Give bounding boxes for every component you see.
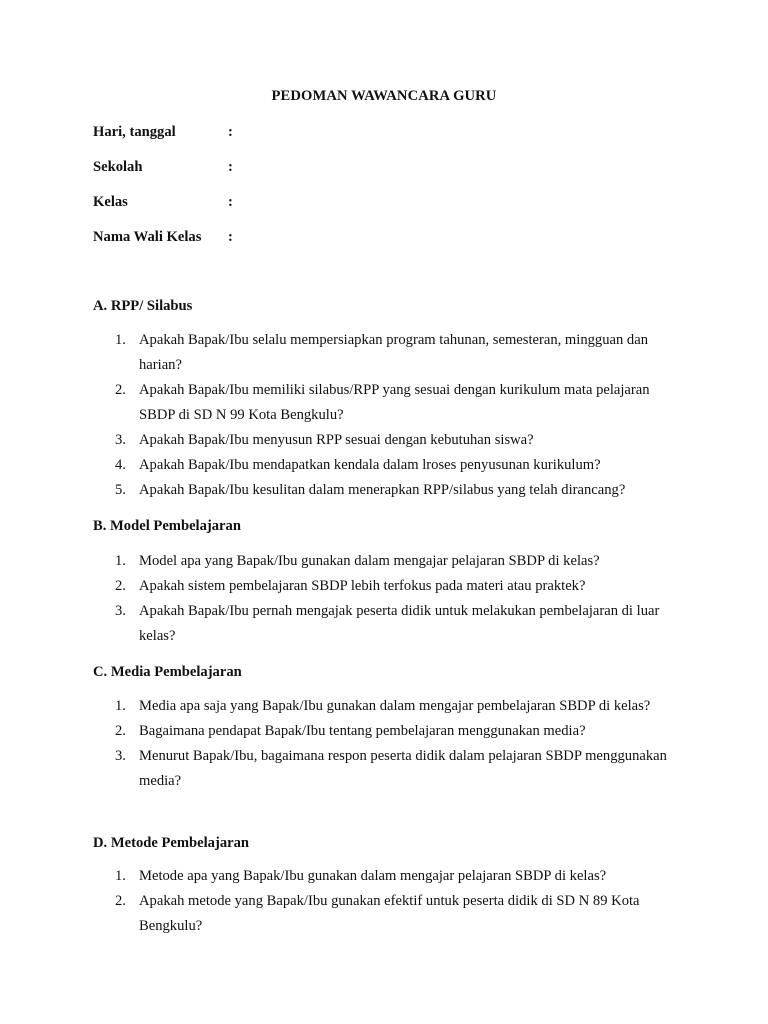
question-text: Apakah Bapak/Ibu mendapatkan kendala dalam lroses penyusunan kurikulum? [139, 457, 601, 473]
list-item [93, 864, 683, 889]
section-heading-metode-pembelajaran: D. Metode Pembelajaran [93, 835, 250, 851]
meta-colon: : [228, 194, 233, 210]
question-text: Apakah Bapak/Ibu menyusun RPP sesuai dengan kebutuhan siswa? [139, 432, 534, 448]
list-item [93, 744, 683, 794]
question-number: 2. [115, 382, 126, 398]
question-number: 3. [115, 432, 126, 448]
meta-label: Sekolah [93, 159, 143, 175]
meta-label: Nama Wali Kelas [93, 229, 202, 245]
question-text: Apakah Bapak/Ibu memiliki silabus/RPP yang sesuai dengan kurikulum mata pelajaran SBDP di SD N 99 Kota Bengkulu? [139, 382, 650, 423]
meta-row-date [93, 122, 233, 142]
question-number: 1. [115, 868, 126, 884]
list-item [93, 599, 683, 649]
section-heading-model-pembelajaran: B. Model Pembelajaran [93, 518, 241, 534]
meta-colon: : [228, 124, 233, 140]
question-text: Apakah Bapak/Ibu selalu mempersiapkan program tahunan, semesteran, mingguan dan harian? [139, 332, 648, 373]
section-heading-media-pembelajaran: C. Media Pembelajaran [93, 664, 242, 680]
question-text: Bagaimana pendapat Bapak/Ibu tentang pembelajaran menggunakan media? [139, 723, 586, 739]
question-number: 1. [115, 698, 126, 714]
question-number: 2. [115, 578, 126, 594]
question-number: 2. [115, 723, 126, 739]
question-text: Metode apa yang Bapak/Ibu gunakan dalam mengajar pelajaran SBDP di kelas? [139, 868, 607, 884]
question-number: 2. [115, 893, 126, 909]
question-list-rpp-silabus [93, 328, 683, 503]
question-number: 1. [115, 553, 126, 569]
page-title: PEDOMAN WAWANCARA GURU [271, 88, 497, 104]
meta-label: Kelas [93, 194, 128, 210]
question-number: 5. [115, 482, 126, 498]
list-item [93, 694, 683, 719]
list-item [93, 574, 683, 599]
list-item [93, 549, 683, 574]
question-number: 3. [115, 603, 126, 619]
meta-colon: : [228, 229, 233, 245]
meta-colon: : [228, 159, 233, 175]
list-item [93, 478, 683, 503]
question-list-model-pembelajaran [93, 549, 683, 649]
list-item [93, 889, 683, 939]
section-heading-rpp-silabus: A. RPP/ Silabus [93, 298, 193, 314]
question-text: Model apa yang Bapak/Ibu gunakan dalam mengajar pelajaran SBDP di kelas? [139, 553, 600, 569]
meta-row-class [93, 192, 233, 212]
question-text: Apakah metode yang Bapak/Ibu gunakan efektif untuk peserta didik di SD N 89 Kota Bengkulu? [139, 893, 640, 934]
question-number: 3. [115, 748, 126, 764]
question-number: 1. [115, 332, 126, 348]
question-text: Menurut Bapak/Ibu, bagaimana respon peserta didik dalam pelajaran SBDP menggunakan media? [139, 748, 667, 789]
question-text: Media apa saja yang Bapak/Ibu gunakan dalam mengajar pembelajaran SBDP di kelas? [139, 698, 651, 714]
question-text: Apakah sistem pembelajaran SBDP lebih terfokus pada materi atau praktek? [139, 578, 586, 594]
question-text: Apakah Bapak/Ibu pernah mengajak peserta didik untuk melakukan pembelajaran di luar kelas? [139, 603, 660, 644]
list-item [93, 453, 683, 478]
list-item [93, 328, 683, 378]
list-item [93, 719, 683, 744]
list-item [93, 378, 683, 428]
question-list-media-pembelajaran [93, 694, 683, 794]
meta-label: Hari, tanggal [93, 124, 176, 140]
question-list-metode-pembelajaran [93, 864, 683, 939]
list-item [93, 428, 683, 453]
question-text: Apakah Bapak/Ibu kesulitan dalam menerapkan RPP/silabus yang telah dirancang? [139, 482, 626, 498]
meta-row-homeroom-teacher [93, 227, 233, 247]
question-number: 4. [115, 457, 126, 473]
meta-row-school [93, 157, 233, 177]
